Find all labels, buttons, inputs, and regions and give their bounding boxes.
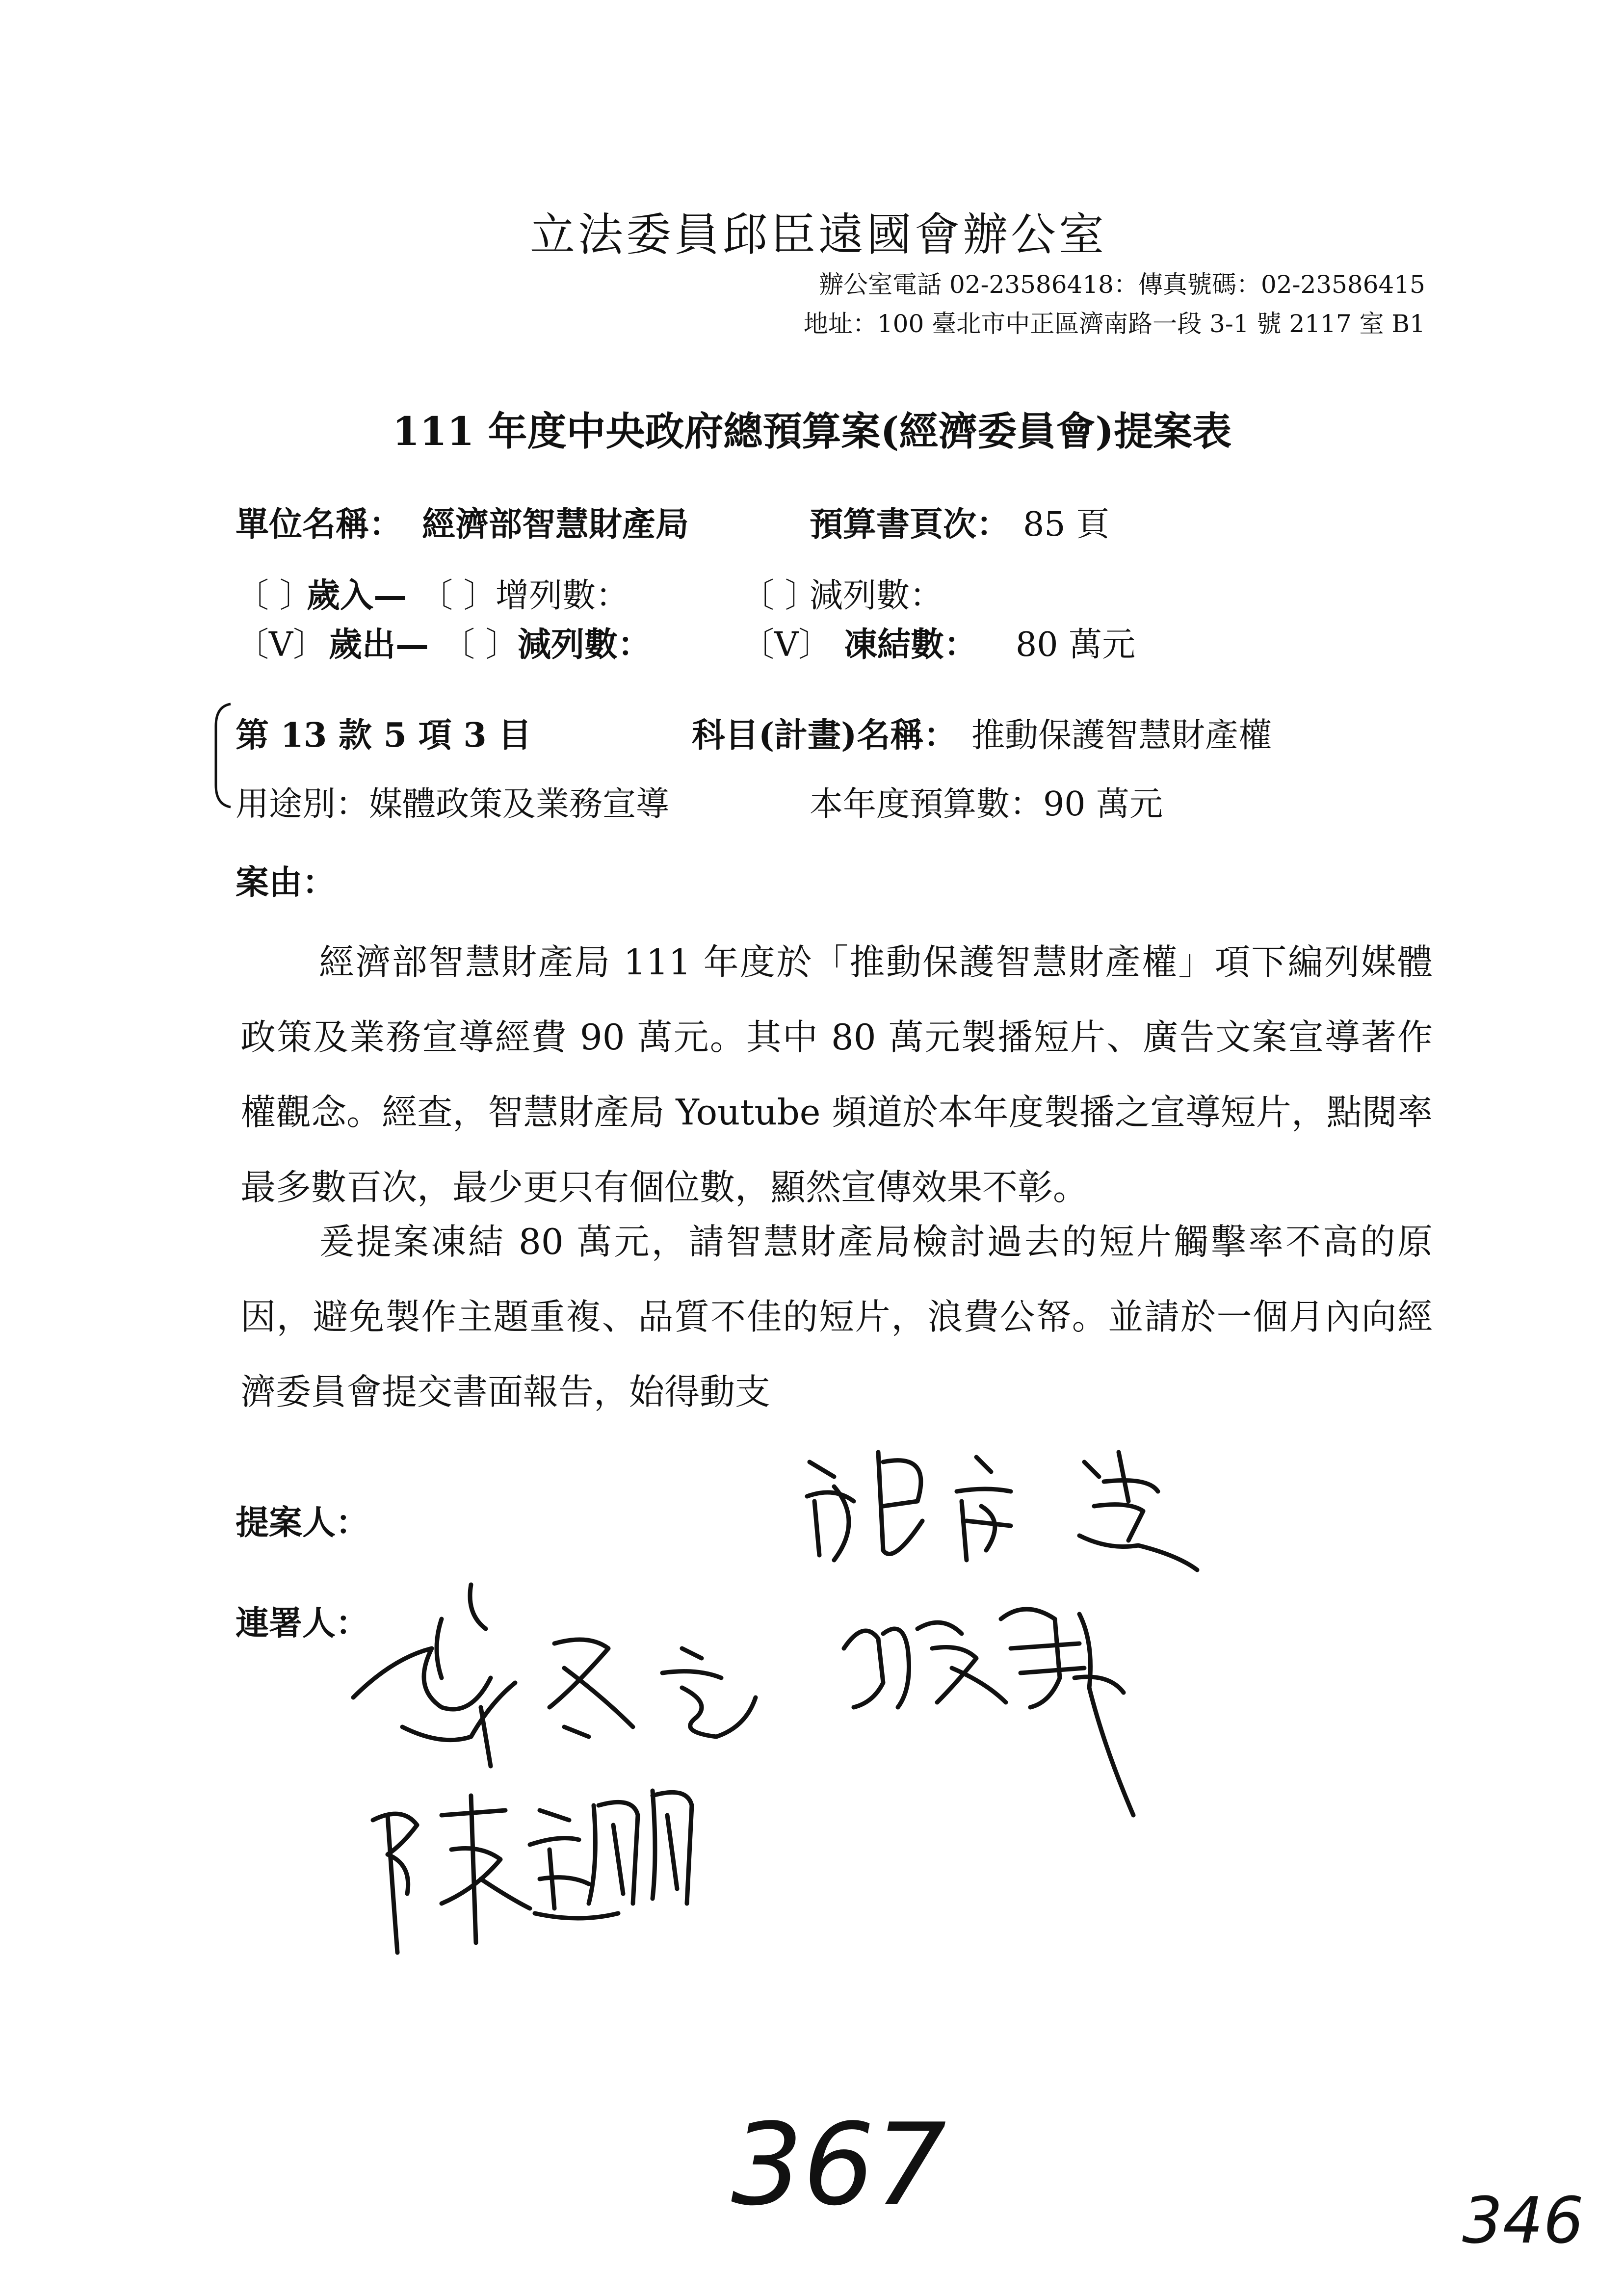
office-name: 立法委員邱臣遠國會辦公室 [530, 209, 1107, 261]
expense-label: 歲出— [329, 625, 429, 664]
revenue-increase-label: 增列數： [496, 576, 629, 615]
signature-cosigner-3 [373, 1791, 692, 1953]
revenue-checkbox: 〔 〕 [236, 576, 313, 615]
cosigner-label: 連署人： [236, 1604, 369, 1643]
signature-cosigner-2 [844, 1609, 1133, 1815]
page-number: 367 [731, 2100, 946, 2231]
signature-proposer [807, 1452, 1197, 1570]
revenue-label: 歲入— [307, 576, 407, 615]
reason-paragraph-2: 爰提案凍結 80 萬元，請智慧財產局檢討過去的短片觸擊率不高的原因，避免製作主題重複、品質不佳的短片，浪費公帑。並請於一個月內向經濟委員會提交書面報告，始得動支 [240, 1221, 1433, 1412]
budget-page-label: 預算書頁次： [810, 505, 1010, 544]
reason-paragraph-1: 經濟部智慧財產局 111 年度於「推動保護智慧財產權」項下編列媒體政策及業務宣導經費 90 萬元。其中 80 萬元製播短片、廣告文案宣導著作權觀念。經查，智慧財產局 Youtube 頻道於本年度製播之宣導短片，點閱率最多數百次，最少更只有個位數，顯然宣傳效果不彰。 [240, 941, 1433, 1208]
expense-checkbox: 〔V〕 [236, 626, 327, 664]
revenue-decrease-checkbox: 〔 〕 [741, 576, 818, 615]
expense-decrease-checkbox: 〔 〕 [442, 626, 519, 664]
proposer-label: 提案人： [236, 1503, 369, 1542]
subject-label: 科目(計畫)名稱： [692, 716, 957, 755]
document-title: 111 年度中央政府總預算案(經濟委員會)提案表 [392, 408, 1232, 454]
freeze-checkbox: 〔V〕 [741, 626, 832, 664]
item-code: 第 13 款 5 項 3 目 [236, 716, 532, 755]
reason-label: 案由： [236, 863, 336, 902]
phone-fax-line: 辦公室電話 02-23586418：傳真號碼：02-23586415 [819, 270, 1425, 299]
signature-cosigner-1 [353, 1585, 756, 1766]
freeze-label: 凍結數： [844, 625, 978, 664]
unit-value: 經濟部智慧財產局 [422, 505, 689, 544]
address-line: 地址：100 臺北市中正區濟南路一段 3-1 號 2117 室 B1 [803, 310, 1425, 338]
usage: 用途別：媒體政策及業務宣導 [236, 785, 670, 824]
subject-value: 推動保護智慧財產權 [971, 716, 1272, 755]
revenue-decrease-label: 減列數： [810, 576, 943, 615]
budget-page-value: 85 頁 [1023, 505, 1110, 544]
corner-number: 346 [1462, 2183, 1584, 2258]
current-budget: 本年度預算數：90 萬元 [810, 785, 1163, 824]
revenue-increase-checkbox: 〔 〕 [419, 576, 497, 615]
unit-label: 單位名稱： [236, 505, 403, 544]
freeze-value: 80 萬元 [1016, 626, 1136, 664]
expense-decrease-label: 減列數： [518, 625, 652, 664]
